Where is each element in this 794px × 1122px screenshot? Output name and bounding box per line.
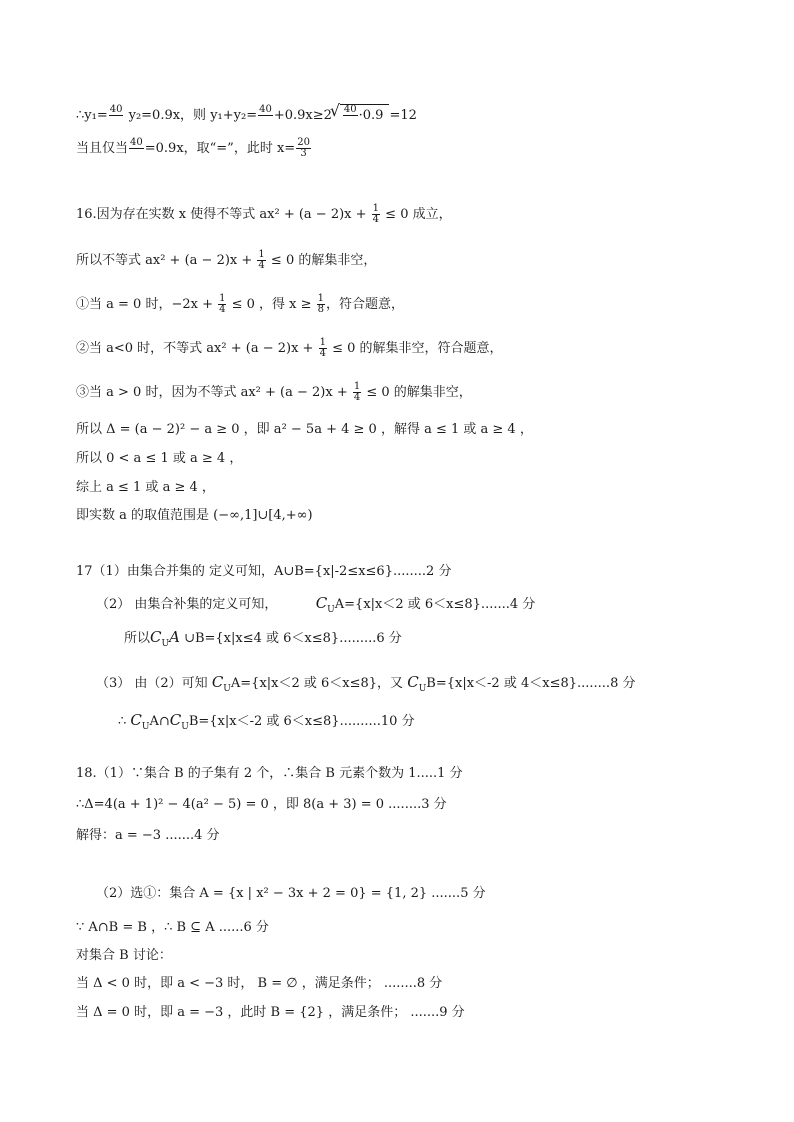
complement-letter: C <box>150 628 162 646</box>
text: +0.9x≥2 <box>273 108 332 123</box>
text: ≤ 0 成立， <box>381 207 452 222</box>
text-line-y-sum <box>76 104 417 126</box>
text: =12 <box>389 108 417 123</box>
numerator: 20 <box>297 137 310 148</box>
universal-subscript: U <box>223 684 231 694</box>
q17-line-4 <box>96 672 635 699</box>
fraction <box>353 382 361 403</box>
universal-subscript: U <box>161 639 170 649</box>
fraction <box>218 294 226 315</box>
text: 当且仅当 <box>76 141 129 156</box>
text: 所以不等式 ax² + (a − 2)x + <box>76 253 257 268</box>
fraction <box>109 105 124 126</box>
q16-line-6: 所以 Δ = (a − 2)² − a ≥ 0 ，即 a² − 5a + 4 ≥ 0 ，解得 a ≤ 1 或 a ≥ 4 ， <box>76 422 533 437</box>
complement-symbol <box>150 628 180 649</box>
text: ·0.9 <box>358 108 384 123</box>
numerator: 40 <box>109 104 123 115</box>
complement-letter: C <box>315 594 328 612</box>
q18-line-4: （2）选①：集合 A = {x | x² − 3x + 2 = 0} = {1, 2} .......5 分 <box>96 886 486 901</box>
q18-line-6: 对集合 B 讨论： <box>76 948 172 963</box>
numerator: 40 <box>259 104 272 115</box>
text: =0.9x，取“=”，此时 x= <box>144 141 296 156</box>
text: A={x|x＜2 或 6＜x≤8}，又 <box>230 676 408 691</box>
text: 16.因为存在实数 x 使得不等式 ax² + (a − 2)x + <box>76 207 371 222</box>
q18-line-5: ∵ A∩B = B ，∴ B ⊆ A ......6 分 <box>76 920 269 935</box>
numerator: 1 <box>219 293 226 304</box>
universal-subscript: U <box>418 684 427 694</box>
fraction <box>317 294 325 315</box>
text: ②当 a<0 时，不等式 ax² + (a − 2)x + <box>76 341 318 356</box>
q18-line-1: 18.（1）∵集合 B 的子集有 2 个，∴集合 B 元素个数为 1.....1 分 <box>76 766 463 781</box>
q18-line-7: 当 Δ < 0 时，即 a < −3 时， B = ∅ ，满足条件； ........8 分 <box>76 976 443 991</box>
fraction <box>343 105 358 126</box>
text: （2） 由集合补集的定义可知， <box>96 597 278 612</box>
universal-subscript: U <box>327 605 335 615</box>
fraction <box>129 138 144 159</box>
complement-letter: C <box>169 711 182 729</box>
q16-line-8: 综上 a ≤ 1 或 a ≥ 4 ， <box>76 480 215 495</box>
fraction <box>319 338 327 359</box>
q16-line-3 <box>76 294 404 315</box>
q17-line-3 <box>124 627 402 654</box>
fraction <box>257 250 265 271</box>
q16-line-1 <box>76 204 452 225</box>
denominator <box>109 116 124 126</box>
denominator: 4 <box>372 214 380 225</box>
numerator: √ 40 <box>343 104 357 115</box>
text: ≤ 0 的解集非空， <box>362 385 472 400</box>
text: ∪B={x|x≤4 或 6＜x≤8}.........6 分 <box>179 631 402 646</box>
denominator: 3 <box>300 148 307 159</box>
text: ∴ <box>118 714 131 729</box>
fraction <box>258 105 273 126</box>
complement-letter: C <box>407 673 419 691</box>
q17-line-1: 17（1）由集合并集的 定义可知，A∪B={x|-2≤x≤6}........2 分 <box>76 564 452 579</box>
numerator: 1 <box>319 337 326 348</box>
universal-subscript: U <box>141 722 150 732</box>
text: 所以 <box>124 631 151 646</box>
text: ≤ 0 的解集非空，符合题意， <box>327 341 503 356</box>
denominator: 4 <box>353 392 361 403</box>
universal-subscript: U <box>181 722 189 732</box>
text: ∴y₁= <box>76 108 108 123</box>
text-line-equality <box>76 138 312 159</box>
q16-line-2 <box>76 250 376 271</box>
text: ①当 a = 0 时，−2x + <box>76 297 218 312</box>
q17-line-5 <box>118 710 415 737</box>
complement-symbol <box>130 711 150 732</box>
complement-symbol <box>211 673 231 694</box>
complement-symbol <box>407 673 427 694</box>
denominator: 4 <box>258 260 265 271</box>
complement-symbol <box>169 711 189 732</box>
text: （3） 由（2）可知 <box>96 676 212 691</box>
numerator: 1 <box>372 203 380 214</box>
denominator <box>129 149 144 159</box>
q17-line-2 <box>96 593 535 620</box>
q18-line-2: ∴Δ=4(a + 1)² − 4(a² − 5) = 0 ，即 8(a + 3) = 0 ........3 分 <box>76 797 447 812</box>
text: y₂=0.9x，则 y₁+y₂= <box>124 108 258 123</box>
complement-letter: C <box>211 673 224 691</box>
text: A={x|x＜2 或 6＜x≤8}.......4 分 <box>334 597 536 612</box>
text: B={x|x＜-2 或 6＜x≤8}..........10 分 <box>188 714 415 729</box>
complement-symbol <box>315 594 335 615</box>
q16-line-5 <box>76 382 472 403</box>
sqrt-expression <box>340 104 390 126</box>
denominator: 4 <box>219 304 226 315</box>
text: ≤ 0 的解集非空， <box>266 253 377 268</box>
text: ③当 a > 0 时，因为不等式 ax² + (a − 2)x + <box>76 385 352 400</box>
text: B={x|x＜-2 或 4＜x≤8}........8 分 <box>426 676 636 691</box>
text: ，符合题意， <box>326 297 405 312</box>
numerator: 1 <box>353 381 361 392</box>
q18-line-3: 解得：a = −3 .......4 分 <box>76 828 220 843</box>
denominator <box>258 116 273 126</box>
q16-line-7: 所以 0 < a ≤ 1 或 a ≥ 4 ， <box>76 451 243 466</box>
denominator <box>343 116 358 126</box>
fraction <box>372 204 380 225</box>
complement-letter: C <box>130 711 142 729</box>
denominator: 4 <box>319 348 326 359</box>
numerator: 1 <box>258 249 265 260</box>
text: A <box>169 628 180 646</box>
numerator: 40 <box>130 137 143 148</box>
q16-line-4 <box>76 338 503 359</box>
numerator: 1 <box>317 293 325 304</box>
text: ≤ 0 ，得 x ≥ <box>227 297 316 312</box>
q18-line-8: 当 Δ = 0 时，即 a = −3 ，此时 B = {2} ，满足条件； .......9 分 <box>76 1005 465 1020</box>
q16-line-9: 即实数 a 的取值范围是 (−∞,1]∪[4,+∞) <box>76 508 313 523</box>
denominator: 8 <box>317 304 325 315</box>
fraction <box>296 138 311 159</box>
text: A∩ <box>149 714 170 729</box>
